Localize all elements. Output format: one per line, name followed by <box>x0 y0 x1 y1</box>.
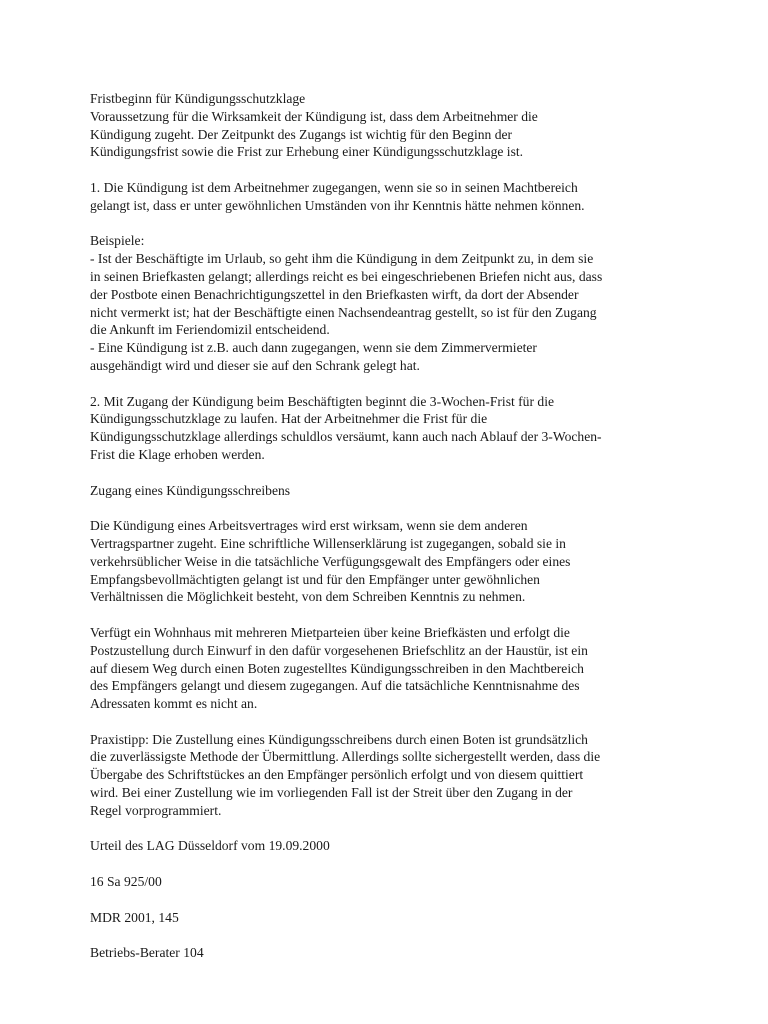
text-line: die Ankunft im Feriendomizil entscheidend. <box>90 322 330 338</box>
citation-mdr-text: MDR 2001, 145 <box>90 909 179 925</box>
citation-betriebs-berater <box>90 944 690 962</box>
text-line: Die Kündigung eines Arbeitsvertrages wird erst wirksam, wenn sie dem anderen <box>90 518 528 534</box>
text-line: verkehrsüblicher Weise in die tatsächliche Verfügungsgewalt des Empfängers oder eines <box>90 553 571 569</box>
examples-label: Beispiele: <box>90 233 145 249</box>
text-line: - Ist der Beschäftigte im Urlaub, so geht ihm die Kündigung in dem Zeitpunkt zu, in dem sie <box>90 251 594 267</box>
text-line: Frist die Klage erhoben werden. <box>90 446 265 462</box>
body-paragraph-2 <box>90 624 690 713</box>
citation-case-number-text: 16 Sa 925/00 <box>90 874 162 890</box>
text-line: Regel vorprogrammiert. <box>90 802 222 818</box>
citation-betriebs-berater-text: Betriebs-Berater 104 <box>90 945 204 961</box>
text-line: Kündigungsschutzklage allerdings schuldlos versäumt, kann auch nach Ablauf der 3-Wochen- <box>90 429 602 445</box>
citation-case-number <box>90 873 690 891</box>
text-line: Praxistipp: Die Zustellung eines Kündigungsschreibens durch einen Boten ist grundsätzlich <box>90 731 588 747</box>
examples-paragraph <box>90 232 690 374</box>
document-title: Fristbeginn für Kündigungsschutzklage <box>90 91 306 106</box>
text-line: Vertragspartner zugeht. Eine schriftliche Willenserklärung ist zugegangen, sobald sie in <box>90 535 566 551</box>
text-line: des Empfängers gelangt und diesem zugegangen. Auf die tatsächliche Kenntnisnahme des <box>90 678 580 694</box>
text-line: in seinen Briefkasten gelangt; allerdings reicht es bei eingeschriebenen Briefen nicht aus, dass <box>90 268 603 284</box>
text-line: wird. Bei einer Zustellung wie im vorliegenden Fall ist der Streit über den Zugang in der <box>90 785 573 801</box>
text-line: Verfügt ein Wohnhaus mit mehreren Mietparteien über keine Briefkästen und erfolgt die <box>90 624 570 640</box>
text-line: - Eine Kündigung ist z.B. auch dann zugegangen, wenn sie dem Zimmervermieter <box>90 340 537 356</box>
citation-court-text: Urteil des LAG Düsseldorf vom 19.09.2000 <box>90 838 330 854</box>
point-2-paragraph <box>90 393 690 464</box>
praxistipp-paragraph <box>90 731 690 820</box>
text-line: 2. Mit Zugang der Kündigung beim Beschäftigten beginnt die 3-Wochen-Frist für die <box>90 393 555 409</box>
text-line: ausgehändigt wird und dieser sie auf den Schrank gelegt hat. <box>90 357 420 373</box>
text-line: die zuverlässigste Methode der Übermittlung. Allerdings sollte sichergestellt werden, dass die <box>90 749 601 765</box>
section-heading <box>90 482 690 500</box>
text-line: Kündigungsschutzklage zu laufen. Hat der Arbeitnehmer die Frist für die <box>90 411 488 427</box>
text-line: Übergabe des Schriftstückes an den Empfänger persönlich erfolgt und von diesem quittiert <box>90 767 584 783</box>
text-line: Postzustellung durch Einwurf in den dafür vorgesehenen Briefschlitz an der Haustür, ist ein <box>90 642 588 658</box>
point-1-paragraph <box>90 179 690 215</box>
text-line: Kündigung zugeht. Der Zeitpunkt des Zugangs ist wichtig für den Beginn der <box>90 126 513 142</box>
text-line: auf diesem Weg durch einen Boten zugestelltes Kündigungsschreiben in den Machtbereich <box>90 660 584 676</box>
text-line: der Postbote einen Benachrichtigungszettel in den Briefkasten wirft, da dort der Absender <box>90 286 579 302</box>
citation-court <box>90 837 690 855</box>
text-line: Verhältnissen die Möglichkeit besteht, von dem Schreiben Kenntnis zu nehmen. <box>90 589 526 605</box>
text-line: gelangt ist, dass er unter gewöhnlichen Umständen von ihr Kenntnis hätte nehmen können. <box>90 197 585 213</box>
citation-mdr <box>90 909 690 927</box>
intro-paragraph <box>90 90 690 161</box>
section-heading-text: Zugang eines Kündigungsschreibens <box>90 482 291 498</box>
text-line: Adressaten kommt es nicht an. <box>90 696 258 712</box>
text-line: nicht vermerkt ist; hat der Beschäftigte einen Nachsendeantrag gestellt, so ist für den Zugang <box>90 304 597 320</box>
text-line: Voraussetzung für die Wirksamkeit der Kündigung ist, dass dem Arbeitnehmer die <box>90 108 538 124</box>
text-line: 1. Die Kündigung ist dem Arbeitnehmer zugegangen, wenn sie so in seinen Machtbereich <box>90 179 578 195</box>
text-line: Empfangsbevollmächtigten gelangt ist und für den Empfänger unter gewöhnlichen <box>90 571 540 587</box>
text-line: Kündigungsfrist sowie die Frist zur Erhebung einer Kündigungsschutzklage ist. <box>90 144 524 160</box>
body-paragraph-1 <box>90 517 690 606</box>
document-body <box>90 90 690 962</box>
